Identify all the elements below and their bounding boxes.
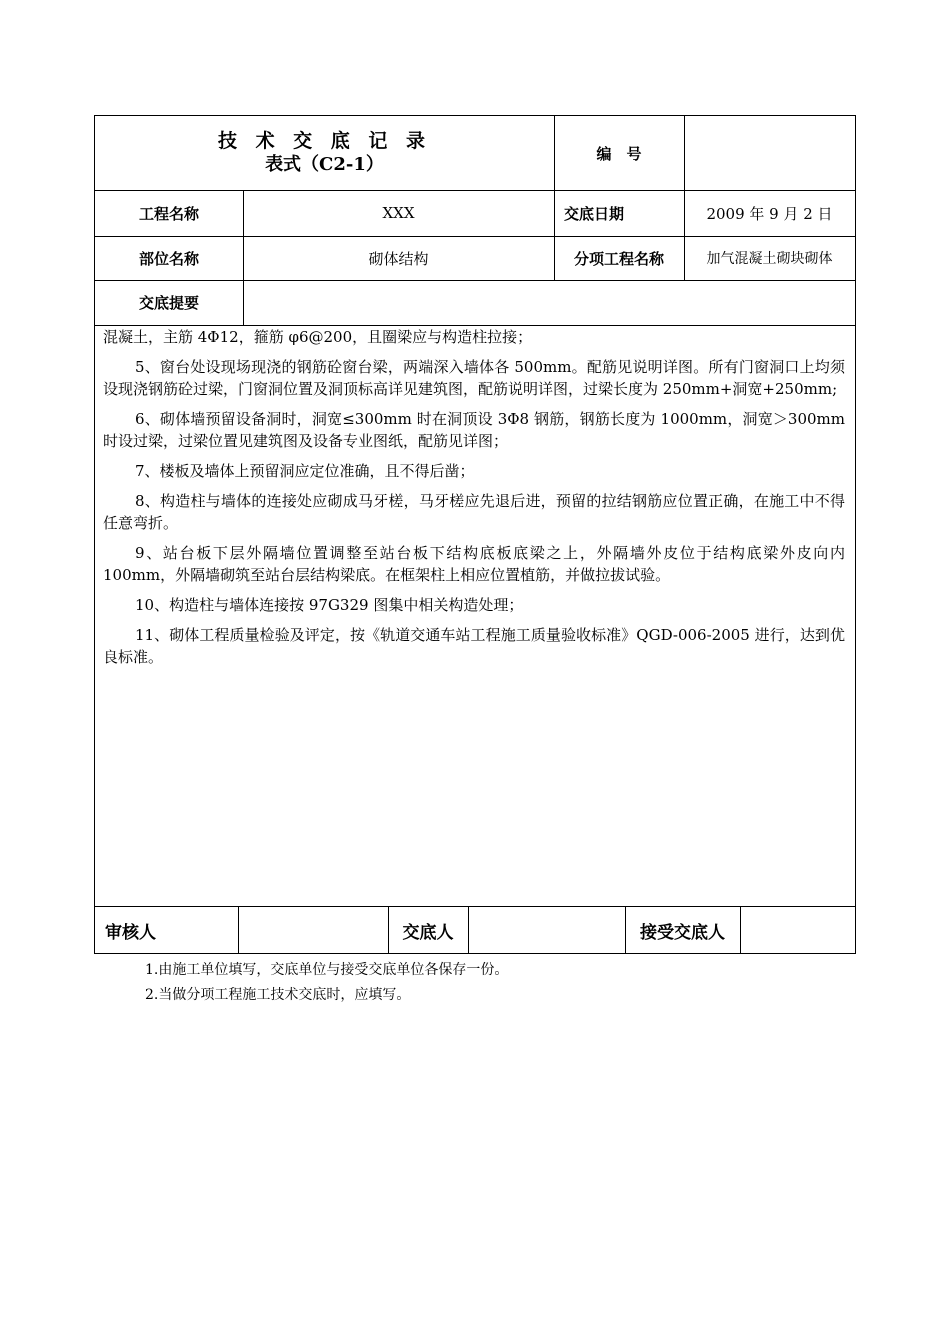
project-name-label: 工程名称: [138, 204, 199, 223]
number-label: 编 号: [596, 144, 642, 163]
part-value[interactable]: 砌体结构: [368, 249, 429, 268]
receiver-label: 接受交底人: [640, 922, 725, 943]
form-title-code: 表式（C2-1）: [265, 154, 384, 175]
technical-disclosure-form: [94, 115, 856, 954]
number-field[interactable]: [684, 116, 855, 190]
part-label: 部位名称: [138, 249, 199, 268]
note-2: 2.当做分项工程施工技术交底时，应填写。: [145, 987, 411, 1003]
form-title-main: 技 术 交 底 记 录: [217, 130, 432, 152]
presenter-field[interactable]: [468, 906, 625, 954]
subitem-value[interactable]: 加气混凝土砌块砌体: [706, 251, 833, 267]
summary-label: 交底提要: [138, 294, 199, 312]
form-title: [95, 116, 554, 190]
date-label: 交底日期: [564, 204, 625, 223]
content-paragraph: 5、窗台处设现场现浇的钢筋砼窗台梁，两端深入墙体各 500mm。配筋见说明详图。所有门窗洞口上均须设现浇钢筋砼过梁，门窗洞位置及洞顶标高详见建筑图，配筋说明详图，过梁长度为 250mm+洞宽+250mm;: [103, 358, 845, 398]
date-value[interactable]: 2009 年 9 月 2 日: [706, 204, 833, 223]
note-1: 1.由施工单位填写，交底单位与接受交底单位各保存一份。: [145, 962, 509, 978]
subitem-label: 分项工程名称: [573, 249, 664, 268]
presenter-label: 交底人: [402, 922, 454, 943]
project-name-value[interactable]: XXX: [382, 204, 415, 222]
content-paragraph: 混凝土，主筋 4Φ12，箍筋 φ6@200，且圈梁应与构造柱拉接；: [103, 328, 533, 346]
disclosure-content: [103, 326, 845, 676]
reviewer-field[interactable]: [238, 906, 388, 954]
reviewer-label: 审核人: [105, 922, 156, 943]
content-paragraph: 8、构造柱与墙体的连接处应砌成马牙槎，马牙槎应先退后进，预留的拉结钢筋应位置正确，在施工中不得任意弯折。: [103, 492, 845, 532]
summary-value[interactable]: [243, 280, 855, 325]
form-notes: [145, 958, 508, 1008]
content-paragraph: 11、砌体工程质量检验及评定，按《轨道交通车站工程施工质量验收标准》QGD-006-2005 进行，达到优良标准。: [103, 626, 845, 666]
content-paragraph: 6、砌体墙预留设备洞时，洞宽≤300mm 时在洞顶设 3Φ8 钢筋，钢筋长度为 1000mm，洞宽＞300mm 时设过梁，过梁位置见建筑图及设备专业图纸，配筋见详图；: [103, 410, 845, 450]
receiver-field[interactable]: [740, 906, 855, 954]
content-paragraph: 9、站台板下层外隔墙位置调整至站台板下结构底板底梁之上，外隔墙外皮位于结构底梁外皮向内 100mm，外隔墙砌筑至站台层结构梁底。在框架柱上相应位置植筋，并做拉拔试验。: [103, 544, 845, 584]
content-paragraph: 7、楼板及墙体上预留洞应定位准确，且不得后凿；: [135, 462, 475, 480]
content-paragraph: 10、构造柱与墙体连接按 97G329 图集中相关构造处理；: [135, 596, 524, 614]
